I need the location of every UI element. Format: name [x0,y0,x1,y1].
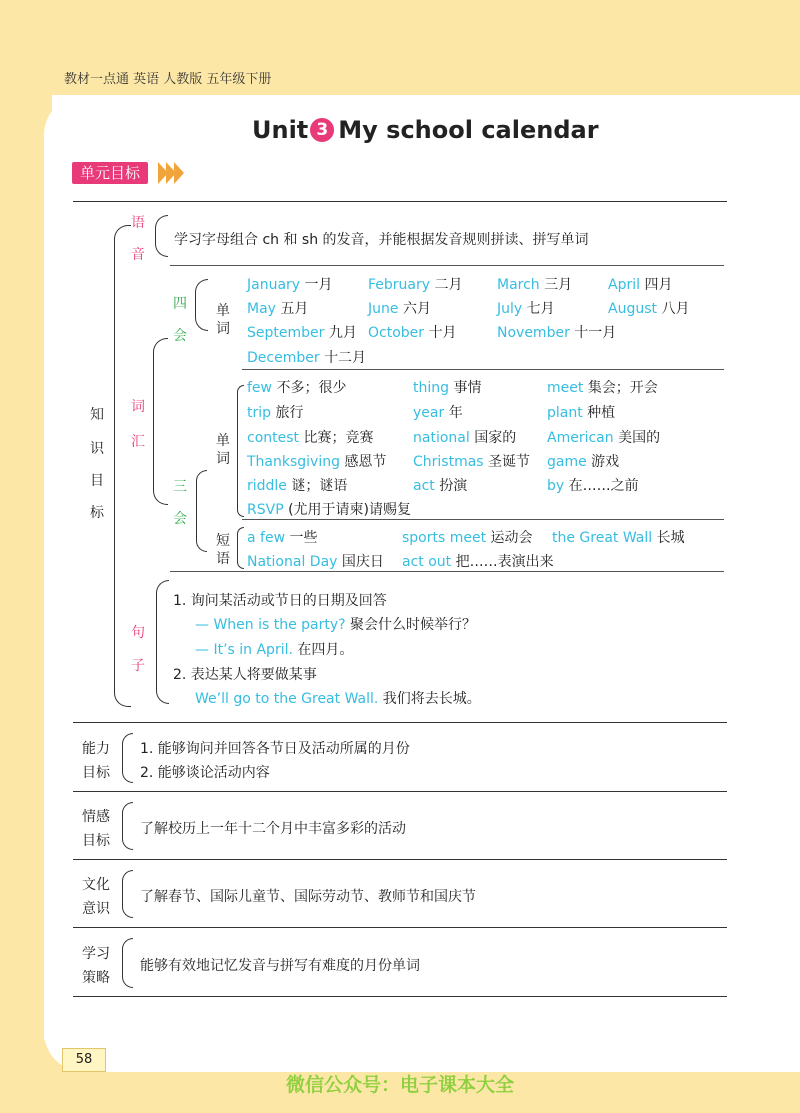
sentence-example: — It’s in April. 在四月。 [195,642,354,658]
culture-text: 了解春节、国际儿童节、国际劳动节、教师节和国庆节 [140,889,476,905]
page-title [252,116,599,144]
knowledge-label-char: 目 [90,473,104,489]
phonics-rule [170,265,724,266]
header-text: 教材一点通 英语 人教版 五年级下册 [64,72,272,87]
three-skills-label-char: 三 [173,479,187,495]
culture-bracket [122,870,133,918]
three-words-bracket [237,385,244,517]
vocab-bracket [153,338,168,505]
four-skills-label-char: 会 [173,328,187,344]
four-skills-bracket [195,279,208,331]
word-entry: trip 旅行 [247,405,304,421]
emotion-bracket [122,802,133,850]
knowledge-bracket [114,225,131,707]
phrases-bracket [237,527,244,569]
word-entry: August 八月 [608,301,690,317]
word-entry: June 六月 [368,301,431,317]
knowledge-bottom-rule [73,722,727,723]
sentence-example: We’ll go to the Great Wall. 我们将去长城。 [195,691,481,707]
three-skills-label-char: 会 [173,511,187,527]
culture-label: 文化 [82,877,110,893]
phrase-entry: act out 把……表演出来 [402,554,554,570]
words-phrases-rule [242,519,724,520]
word-entry: American 美国的 [547,430,661,446]
word-entry: few 不多；很少 [247,380,347,396]
knowledge-label-char: 知 [90,407,104,423]
ability-item: 2. 能够谈论活动内容 [140,765,270,781]
word-entry: national 国家的 [413,430,517,446]
ability-item: 1. 能够询问并回答各节日及活动所属的月份 [140,741,410,757]
word-entry: meet 集会；开会 [547,380,658,396]
page-number: 58 [62,1048,106,1072]
table-top-rule [73,201,727,202]
emotion-bottom-rule [73,859,727,860]
word-entry: February 二月 [368,277,463,293]
unit-number-badge: 3 [310,118,334,142]
strategy-label: 学习 [82,946,110,962]
ability-bracket [122,733,133,783]
word-entry: May 五月 [247,301,309,317]
three-skills-bracket [196,470,207,552]
culture-bottom-rule [73,927,727,928]
word-entry: game 游戏 [547,454,620,470]
sentences-bracket [156,580,169,704]
emotion-label: 情感 [82,809,110,825]
ability-bottom-rule [73,791,727,792]
culture-label: 意识 [82,901,110,917]
word-entry: December 十二月 [247,350,367,366]
phonics-label-char: 语 [131,215,145,231]
words-label-char: 词 [216,321,230,337]
phonics-label-char: 音 [131,247,145,263]
ability-label: 能力 [82,741,110,757]
words-label-char: 单 [216,303,230,319]
word-entry: Thanksgiving 感恩节 [247,454,387,470]
sentence-item: 2. 表达某人将要做某事 [173,667,317,683]
phonics-text: 学习字母组合 ch 和 sh 的发音，并能根据发音规则拼读、拼写单词 [174,232,589,248]
phonics-bracket [155,215,168,257]
section-tag: 单元目标 [72,162,148,184]
phrases-label-char: 语 [216,551,230,567]
word-entry: September 九月 [247,325,357,341]
phrase-entry: National Day 国庆日 [247,554,384,570]
word-entry: April 四月 [608,277,673,293]
emotion-text: 了解校历上一年十二个月中丰富多彩的活动 [140,821,406,837]
four-skills-label-char: 四 [173,296,187,312]
word-entry: by 在……之前 [547,478,639,494]
four-skills-rule [242,369,724,370]
word-entry: January 一月 [247,277,333,293]
page-card-bottom [44,1000,800,1072]
vocab-rule [170,571,724,572]
title-text: My school calendar [338,116,599,144]
word-entry: year 年 [413,405,463,421]
title-prefix: Unit [252,116,309,144]
word-entry: thing 事情 [413,380,482,396]
strategy-bottom-rule [73,996,727,997]
word-entry: act 扮演 [413,478,468,494]
emotion-label: 目标 [82,833,110,849]
chevron-icon [174,162,184,184]
phrase-entry: the Great Wall 长城 [552,530,685,546]
sentences-label-char: 子 [131,658,145,674]
vocab-label-char: 汇 [131,434,145,450]
word-entry: October 十月 [368,325,457,341]
strategy-text: 能够有效地记忆发音与拼写有难度的月份单词 [140,958,420,974]
words-label-char: 单 [216,433,230,449]
sentences-label-char: 句 [131,625,145,641]
knowledge-label-char: 标 [90,505,104,521]
strategy-bracket [122,938,133,988]
word-entry: Christmas 圣诞节 [413,454,531,470]
word-entry: March 三月 [497,277,573,293]
phrase-entry: a few 一些 [247,530,318,546]
ability-label: 目标 [82,765,110,781]
word-entry: RSVP (尤用于请柬)请赐复 [247,502,412,518]
word-entry: November 十一月 [497,325,617,341]
sentence-item: 1. 询问某活动或节日的日期及回答 [173,593,387,609]
words-label-char: 词 [216,451,230,467]
word-entry: riddle 谜；谜语 [247,478,348,494]
knowledge-label-char: 识 [90,441,104,457]
phrases-label-char: 短 [216,533,230,549]
word-entry: plant 种植 [547,405,616,421]
word-entry: July 七月 [497,301,555,317]
strategy-label: 策略 [82,970,110,986]
footer-watermark: 微信公众号：电子课本大全 [285,1074,514,1096]
vocab-label-char: 词 [131,399,145,415]
sentence-example: — When is the party? 聚会什么时候举行？ [195,617,477,633]
phrase-entry: sports meet 运动会 [402,530,533,546]
word-entry: contest 比赛；竞赛 [247,430,374,446]
